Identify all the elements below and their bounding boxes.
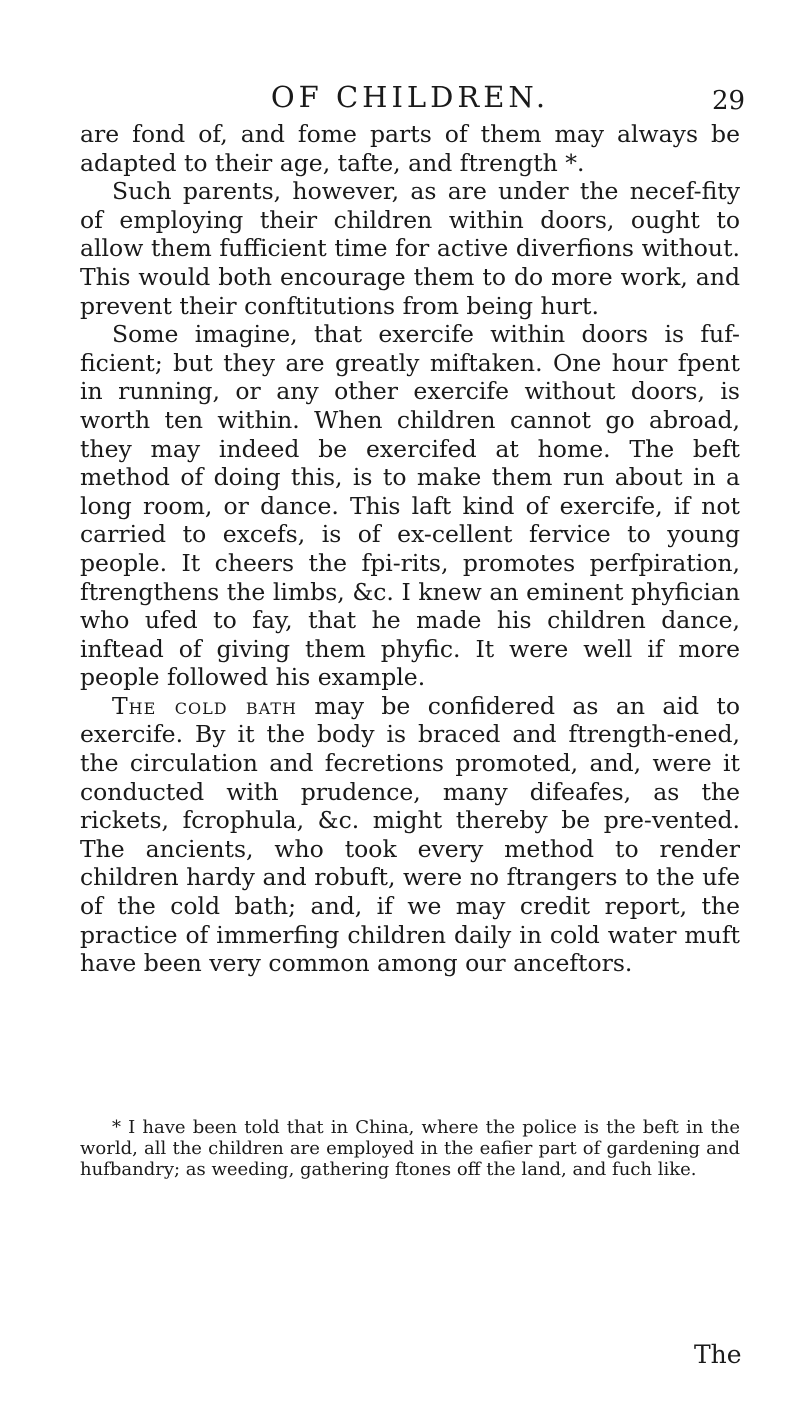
paragraph-4	[80, 692, 740, 978]
paragraph-1: are fond of, and fome parts of them may always be adapted to their age, tafte, and ftrength *.	[80, 120, 740, 177]
paragraph-3: Some imagine, that exercife within doors is fuf-ficient; but they are greatly miftaken. One hour fpent in running, or any other exercife without doors, is worth ten within. When children cannot go abroad, they may indeed be exercifed at home. The beft method of doing this, is to make them run about in a long room, or dance. This laft kind of exercife, if not carried to excefs, is of ex-cellent fervice to young people. It cheers the fpi-rits, promotes perfpiration, ftrengthens the limbs, &c. I knew an eminent phyfician who ufed to fay, that he made his children dance, inftead of giving them phyfic. It were well if more people followed his example.	[80, 320, 740, 692]
catchword: The	[694, 1340, 742, 1369]
paragraph-4-text: may be confidered as an aid to exercife. By it the body is braced and ftrength-ened, the circulation and fecretions promoted, and, were it conducted with prudence, many difeafes, as the rickets, fcrophula, &c. might thereby be pre-vented. The ancients, who took every method to render children hardy and robuft, were no ftrangers to the ufe of the cold bath; and, if we may credit report, the practice of immerfing children daily in cold water muft have been very common among our anceftors.	[80, 691, 740, 978]
cold-bath-heading: The cold bath	[112, 691, 297, 720]
footnote: * I have been told that in China, where the police is the beft in the world, all the children are employed in the eafier part of gardening and hufbandry; as weeding, gathering ftones off the land, and fuch like.	[80, 1117, 740, 1180]
page-number: 29	[712, 86, 746, 116]
body-text	[80, 120, 740, 978]
running-head: OF CHILDREN.	[270, 80, 550, 114]
page-header	[0, 80, 800, 120]
paragraph-2: Such parents, however, as are under the necef-fity of employing their children within doors, ought to allow them fufficient time for active diverfions without. This would both encourage them to do more work, and prevent their conftitutions from being hurt.	[80, 177, 740, 320]
